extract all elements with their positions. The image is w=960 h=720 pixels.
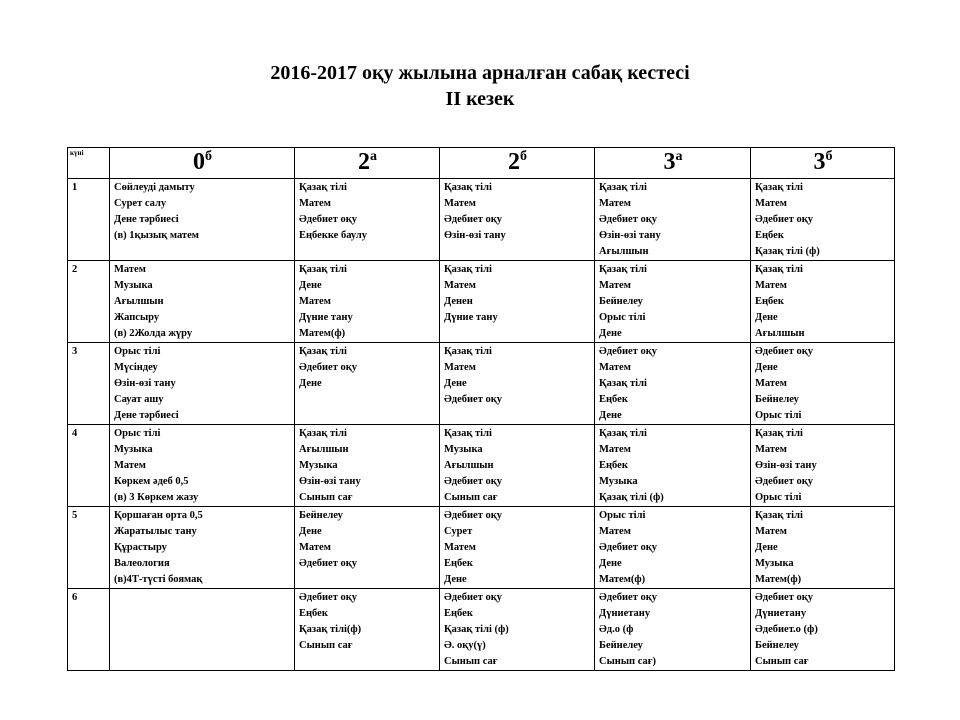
lesson-cell — [110, 179, 295, 261]
lesson-item: Дүние тану — [444, 312, 498, 323]
lesson-cell — [595, 507, 751, 589]
lesson-cell — [295, 179, 440, 261]
schedule-row-day-2 — [68, 261, 895, 343]
lesson-cell — [295, 261, 440, 343]
lesson-item: Ағылшын — [444, 460, 494, 471]
lesson-item: Матем — [599, 444, 631, 455]
lesson-cell — [751, 179, 895, 261]
lesson-item: Қазақ тілі — [444, 264, 492, 275]
lesson-item: Матем — [599, 362, 631, 373]
lesson-item: Әдебиет оқу — [599, 542, 658, 553]
lesson-item: Бейнелеу — [599, 296, 643, 307]
lesson-cell — [110, 261, 295, 343]
lesson-item: Матем — [114, 264, 146, 275]
lesson-item: Дене — [299, 280, 322, 291]
lesson-item: Сурет — [444, 526, 473, 537]
lesson-item: Дене — [599, 328, 622, 339]
lesson-cell — [295, 589, 440, 671]
lesson-item: Музыка — [299, 460, 338, 471]
lesson-item: Дене — [299, 526, 322, 537]
lesson-item: Матем — [114, 460, 146, 471]
lesson-item: Ағылшын — [299, 444, 349, 455]
day-number: 2 — [68, 261, 110, 343]
class-header-2b — [440, 148, 595, 179]
lesson-cell — [595, 589, 751, 671]
lesson-item: Жапсыру — [114, 312, 160, 323]
lesson-item: Денен — [444, 296, 473, 307]
lesson-item: Сынып сағ — [444, 656, 498, 667]
lesson-item: Орыс тілі — [114, 346, 161, 357]
lesson-item: Қазақ тілі — [299, 264, 347, 275]
lesson-item: Сынып сағ — [444, 492, 498, 503]
lesson-item: Музыка — [755, 558, 794, 569]
lesson-item: Орыс тілі — [114, 428, 161, 439]
lesson-item: Сынып сағ) — [599, 656, 657, 667]
lesson-cell — [110, 589, 295, 671]
lesson-item: Қазақ тілі — [444, 182, 492, 193]
lesson-cell — [751, 425, 895, 507]
lesson-cell — [295, 425, 440, 507]
lesson-item: Бейнелеу — [299, 510, 343, 521]
lesson-item: Әдебиет оқу — [444, 510, 503, 521]
shift-subtitle: ІІ кезек — [445, 88, 515, 110]
lesson-item: Әдебиет оқу — [299, 362, 358, 373]
class-header-3b — [751, 148, 895, 179]
lesson-item: Әдебиет оқу — [755, 592, 814, 603]
class-header-number: 0 — [193, 149, 205, 175]
lesson-cell — [595, 343, 751, 425]
lesson-item: Матем — [599, 198, 631, 209]
lesson-item: Әдебиет оқу — [444, 476, 503, 487]
lesson-item: Ағылшын — [599, 246, 649, 257]
lesson-item: Сынып сағ — [299, 492, 353, 503]
lesson-item: Дене тәрбиесі — [114, 214, 179, 225]
lesson-item: Сынып сағ — [755, 656, 809, 667]
lesson-cell — [751, 261, 895, 343]
lesson-item: Сөйлеуді дамыту — [114, 182, 195, 193]
lesson-item: (в) 2Жолда жүру — [114, 328, 193, 339]
lesson-item: Әдебиет оқу — [444, 592, 503, 603]
lesson-item: Матем — [444, 280, 476, 291]
class-header-number: 3 — [813, 149, 826, 175]
lesson-item: Ағылшын — [755, 328, 805, 339]
lesson-item: Әдебиет оқу — [299, 214, 358, 225]
lesson-item: Дүниетану — [599, 608, 651, 619]
day-number: 3 — [68, 343, 110, 425]
lesson-cell — [751, 343, 895, 425]
lesson-item: Матем(ф) — [299, 328, 346, 339]
lesson-item: Әдебиет оқу — [755, 476, 814, 487]
lesson-cell — [751, 589, 895, 671]
lesson-item: Дене — [444, 378, 467, 389]
class-header-0b — [110, 148, 295, 179]
lesson-item: Қазақ тілі — [599, 428, 647, 439]
lesson-item: Қазақ тілі — [299, 182, 347, 193]
lesson-item: Матем — [299, 542, 331, 553]
lesson-item: Матем — [755, 526, 787, 537]
schedule-row-day-3 — [68, 343, 895, 425]
schedule-row-day-6 — [68, 589, 895, 671]
day-number: 1 — [68, 179, 110, 261]
lesson-cell — [440, 343, 595, 425]
schedule-row-day-5 — [68, 507, 895, 589]
lesson-item: Қазақ тілі — [299, 428, 347, 439]
class-header-letter: а — [675, 149, 683, 164]
lesson-item: Матем — [299, 296, 331, 307]
lesson-item: Қазақ тілі — [444, 346, 492, 357]
lesson-item: Валеология — [114, 558, 170, 569]
lesson-item: Әдебиет оқу — [755, 346, 814, 357]
lesson-item: Әдебиет оқу — [299, 592, 358, 603]
lesson-cell — [440, 589, 595, 671]
lesson-item: Қазақ тілі — [755, 428, 803, 439]
lesson-item: Матем — [755, 444, 787, 455]
lesson-item: Сауат ашу — [114, 394, 164, 405]
lesson-item: Еңбек — [444, 558, 473, 569]
lesson-item: Еңбек — [755, 230, 784, 241]
lesson-item: Матем — [444, 362, 476, 373]
class-header-letter: б — [520, 149, 527, 164]
lesson-item: Орыс тілі — [755, 492, 802, 503]
lesson-item: Қазақ тілі — [599, 182, 647, 193]
lesson-item: Матем(ф) — [755, 574, 802, 585]
lesson-item: Ә. оқу(ү) — [444, 640, 486, 651]
lesson-cell — [440, 261, 595, 343]
lesson-item: Дене — [299, 378, 322, 389]
lesson-item: Қазақ тілі — [755, 182, 803, 193]
lesson-cell — [751, 507, 895, 589]
lesson-item: Дене — [599, 558, 622, 569]
lesson-item: Қазақ тілі (ф) — [599, 492, 664, 503]
lesson-item: Әдебиет оқу — [599, 592, 658, 603]
lesson-item: Еңбек — [299, 608, 328, 619]
lesson-item: Қазақ тілі — [599, 264, 647, 275]
lesson-item: Ағылшын — [114, 296, 164, 307]
lesson-item: Өзін-өзі тану — [599, 230, 661, 241]
lesson-cell — [110, 343, 295, 425]
lesson-item: Еңбек — [599, 460, 628, 471]
day-number: 4 — [68, 425, 110, 507]
lesson-item: Өзін-өзі тану — [114, 378, 176, 389]
lesson-item: Сурет салу — [114, 198, 167, 209]
schedule-row-day-1 — [68, 179, 895, 261]
class-header-number: 2 — [358, 149, 370, 175]
lesson-item: Қазақ тілі — [755, 510, 803, 521]
lesson-cell — [110, 425, 295, 507]
title-block — [0, 60, 960, 112]
lesson-item: Матем — [599, 526, 631, 537]
lesson-item: Музыка — [114, 444, 153, 455]
lesson-item: (в) 1қызық матем — [114, 230, 199, 241]
lesson-item: Қазақ тілі — [444, 428, 492, 439]
lesson-item: Дене — [755, 542, 778, 553]
lesson-item: Өзін-өзі тану — [299, 476, 361, 487]
lesson-cell — [595, 179, 751, 261]
lesson-item: Музыка — [444, 444, 483, 455]
schedule-row-day-4 — [68, 425, 895, 507]
lesson-item: Өзін-өзі тану — [755, 460, 817, 471]
lesson-item: Музыка — [114, 280, 153, 291]
document-title: 2016-2017 оқу жылына арналған сабақ кестесі — [270, 62, 690, 84]
lesson-item: Дене тәрбиесі — [114, 410, 179, 421]
lesson-cell — [440, 179, 595, 261]
lesson-item: Құрастыру — [114, 542, 167, 553]
schedule-body — [68, 179, 895, 671]
lesson-item: Матем — [755, 198, 787, 209]
lesson-item: Әдебиет оқу — [444, 214, 503, 225]
class-header-2a — [295, 148, 440, 179]
lesson-item: Қазақ тілі — [299, 346, 347, 357]
schedule-table — [67, 147, 895, 671]
lesson-item: Дене — [444, 574, 467, 585]
lesson-item: Музыка — [599, 476, 638, 487]
lesson-item: Дене — [755, 362, 778, 373]
lesson-item: Көркем әдеб 0,5 — [114, 476, 189, 487]
lesson-item: Дүние тану — [299, 312, 353, 323]
lesson-item: Әдебиет оқу — [755, 214, 814, 225]
lesson-item: Матем(ф) — [599, 574, 646, 585]
day-number: 5 — [68, 507, 110, 589]
lesson-item: Қазақ тілі — [755, 264, 803, 275]
lesson-item: Әдебиет оқу — [599, 214, 658, 225]
class-header-number: 3 — [663, 149, 676, 175]
day-number: 6 — [68, 589, 110, 671]
lesson-item: Өзін-өзі тану — [444, 230, 506, 241]
lesson-item: Әдебиет оқу — [599, 346, 658, 357]
lesson-item: Дене — [755, 312, 778, 323]
lesson-item: Матем — [755, 280, 787, 291]
class-header-number: 2 — [508, 149, 520, 175]
lesson-item: Матем — [299, 198, 331, 209]
lesson-cell — [440, 507, 595, 589]
lesson-item: Қазақ тілі (ф) — [444, 624, 509, 635]
lesson-item: Бейнелеу — [755, 394, 799, 405]
lesson-item: Дүниетану — [755, 608, 807, 619]
class-header-3a — [595, 148, 751, 179]
lesson-item: Әд.о (ф — [599, 624, 634, 635]
lesson-item: Еңбек — [444, 608, 473, 619]
lesson-cell — [595, 261, 751, 343]
class-header-letter: б — [205, 149, 212, 164]
header-row — [68, 148, 895, 179]
lesson-item: Әдебиет оқу — [299, 558, 358, 569]
lesson-item: Матем — [444, 198, 476, 209]
lesson-item: Әдебиет оқу — [444, 394, 503, 405]
lesson-item: Еңбек — [755, 296, 784, 307]
lesson-item: Матем — [599, 280, 631, 291]
lesson-cell — [295, 343, 440, 425]
lesson-item: Қазақ тілі (ф) — [755, 246, 820, 257]
lesson-cell — [110, 507, 295, 589]
lesson-item: Еңбек — [599, 394, 628, 405]
lesson-item: Қазақ тілі(ф) — [299, 624, 362, 635]
lesson-item: Бейнелеу — [755, 640, 799, 651]
lesson-cell — [440, 425, 595, 507]
class-header-letter: а — [370, 149, 377, 164]
lesson-item: Орыс тілі — [599, 510, 646, 521]
lesson-item: Қоршаған орта 0,5 — [114, 510, 203, 521]
lesson-item: Матем — [755, 378, 787, 389]
lesson-item: Мүсіндеу — [114, 362, 158, 373]
lesson-item: Матем — [444, 542, 476, 553]
lesson-item: (в)4Т-түсті боямақ — [114, 574, 203, 585]
lesson-cell — [595, 425, 751, 507]
lesson-item: Әдебиет.о (ф) — [755, 624, 818, 635]
lesson-item: Бейнелеу — [599, 640, 643, 651]
lesson-item: Жаратылыс тану — [114, 526, 197, 537]
lesson-item: Еңбекке баулу — [299, 230, 368, 241]
lesson-cell — [295, 507, 440, 589]
lesson-item: Сынып сағ — [299, 640, 353, 651]
lesson-item: (в) 3 Көркем жазу — [114, 492, 199, 503]
lesson-item: Қазақ тілі — [599, 378, 647, 389]
lesson-item: Дене — [599, 410, 622, 421]
day-column-header: күні — [68, 148, 110, 179]
lesson-item: Орыс тілі — [755, 410, 802, 421]
lesson-item: Орыс тілі — [599, 312, 646, 323]
class-header-letter: б — [825, 149, 833, 164]
